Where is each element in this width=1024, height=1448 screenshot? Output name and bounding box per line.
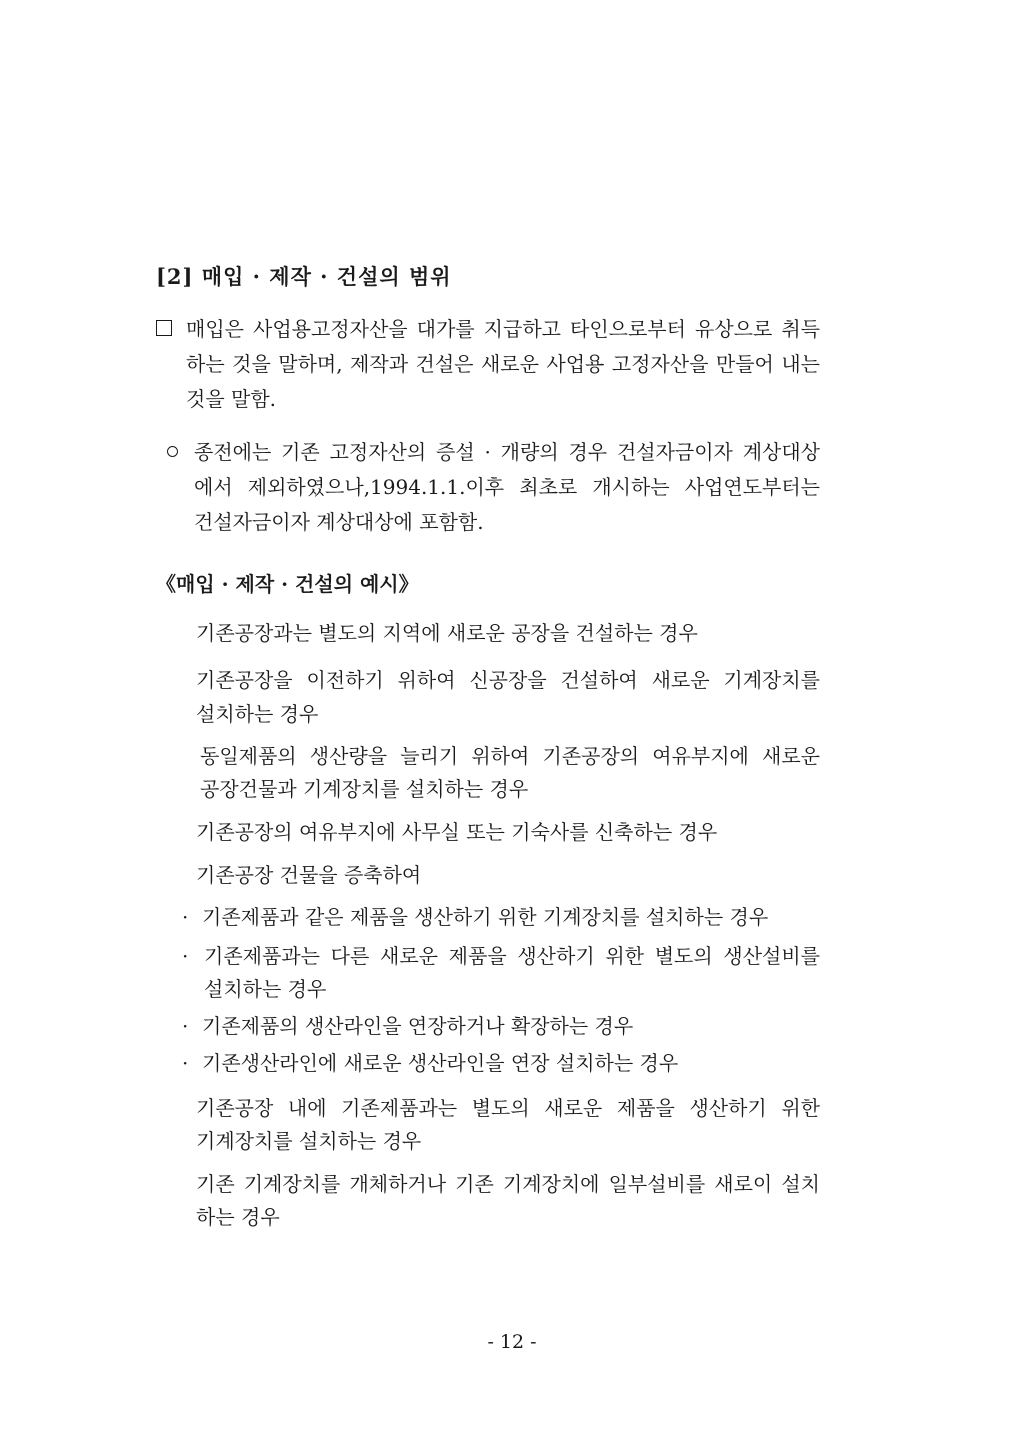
example-item-2-line-2: 설치하는 경우 xyxy=(196,702,319,726)
paragraph1-line-1: 매입은 사업용고정자산을 대가를 지급하고 타인으로부터 유상으로 취득 xyxy=(186,317,820,341)
example-item-1: 기존공장과는 별도의 지역에 새로운 공장을 건설하는 경우 xyxy=(196,621,698,645)
example-item-2-line-1: 기존공장을 이전하기 위하여 신공장을 건설하여 새로운 기계장치를 xyxy=(196,668,820,692)
circle-bullet-icon xyxy=(167,446,178,457)
example-item-6-line-1: 기존공장 내에 기존제품과는 별도의 새로운 제품을 생산하기 위한 xyxy=(196,1096,820,1120)
sub-item-1: 기존제품과 같은 제품을 생산하기 위한 기계장치를 설치하는 경우 xyxy=(202,905,769,929)
example-item-3-line-1: 동일제품의 생산량을 늘리기 위하여 기존공장의 여유부지에 새로운 xyxy=(200,744,820,768)
paragraph1-line-2: 하는 것을 말하며, 제작과 건설은 새로운 사업용 고정자산을 만들어 내는 xyxy=(186,352,820,376)
mid-dot-bullet-icon: · xyxy=(182,905,189,929)
sub-item-3: 기존제품의 생산라인을 연장하거나 확장하는 경우 xyxy=(202,1014,634,1038)
sub-item-4: 기존생산라인에 새로운 생산라인을 연장 설치하는 경우 xyxy=(202,1051,679,1075)
section-title: [2] 매입 · 제작 · 건설의 범위 xyxy=(156,264,452,289)
mid-dot-bullet-icon: · xyxy=(182,1051,189,1075)
example-item-7-line-1: 기존 기계장치를 개체하거나 기존 기계장치에 일부설비를 새로이 설치 xyxy=(196,1172,820,1196)
mid-dot-bullet-icon: · xyxy=(182,944,189,968)
example-item-7-line-2: 하는 경우 xyxy=(196,1205,280,1229)
sub-item-2-line-2: 설치하는 경우 xyxy=(204,977,327,1001)
sub-item-2-line-1: 기존제품과는 다른 새로운 제품을 생산하기 위한 별도의 생산설비를 xyxy=(204,944,820,968)
examples-heading: 《매입 · 제작 · 건설의 예시》 xyxy=(156,572,419,596)
note-line-1: 종전에는 기존 고정자산의 증설 · 개량의 경우 건설자금이자 계상대상 xyxy=(194,440,820,464)
example-item-6-line-2: 기계장치를 설치하는 경우 xyxy=(196,1129,422,1153)
page-number: - 12 - xyxy=(487,1331,537,1353)
paragraph1-line-3: 것을 말함. xyxy=(186,387,276,411)
example-item-4: 기존공장의 여유부지에 사무실 또는 기숙사를 신축하는 경우 xyxy=(196,820,718,844)
example-item-5: 기존공장 건물을 증축하여 xyxy=(196,863,422,887)
example-item-3-line-2: 공장건물과 기계장치를 설치하는 경우 xyxy=(200,777,529,801)
mid-dot-bullet-icon: · xyxy=(182,1014,189,1038)
note-line-3: 건설자금이자 계상대상에 포함함. xyxy=(194,510,484,534)
checkbox-bullet-icon xyxy=(156,320,172,336)
note-line-2: 에서 제외하였으나,1994.1.1.이후 최초로 개시하는 사업연도부터는 xyxy=(194,475,820,499)
